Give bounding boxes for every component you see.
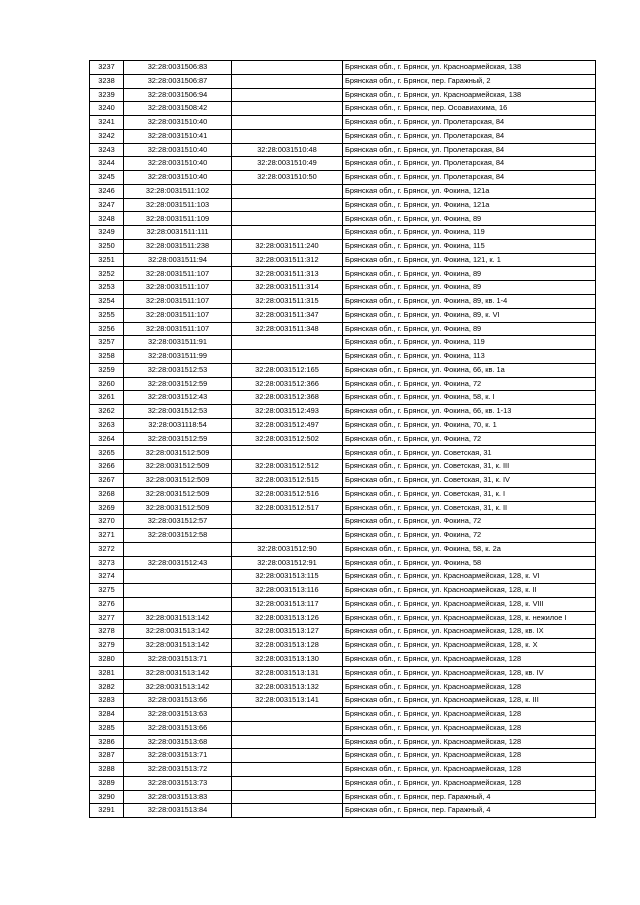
object-cadastral-number bbox=[232, 74, 343, 88]
table-row bbox=[90, 776, 596, 790]
address: Брянская обл., г. Брянск, ул. Красноармейская, 138 bbox=[343, 61, 596, 75]
parcel-cadastral-number: 32:28:0031511:103 bbox=[124, 198, 232, 212]
object-cadastral-number: 32:28:0031513:116 bbox=[232, 584, 343, 598]
row-number: 3242 bbox=[90, 129, 124, 143]
object-cadastral-number bbox=[232, 735, 343, 749]
address: Брянская обл., г. Брянск, ул. Фокина, 113 bbox=[343, 350, 596, 364]
address: Брянская обл., г. Брянск, ул. Красноармейская, 128, к. X bbox=[343, 639, 596, 653]
table-row bbox=[90, 61, 596, 75]
row-number: 3237 bbox=[90, 61, 124, 75]
address: Брянская обл., г. Брянск, ул. Фокина, 89 bbox=[343, 212, 596, 226]
parcel-cadastral-number bbox=[124, 570, 232, 584]
row-number: 3265 bbox=[90, 446, 124, 460]
address: Брянская обл., г. Брянск, ул. Фокина, 119 bbox=[343, 226, 596, 240]
address: Брянская обл., г. Брянск, ул. Красноармейская, 128 bbox=[343, 707, 596, 721]
row-number: 3269 bbox=[90, 501, 124, 515]
object-cadastral-number: 32:28:0031513:131 bbox=[232, 666, 343, 680]
row-number: 3253 bbox=[90, 281, 124, 295]
address: Брянская обл., г. Брянск, ул. Красноармейская, 128 bbox=[343, 721, 596, 735]
object-cadastral-number bbox=[232, 212, 343, 226]
row-number: 3247 bbox=[90, 198, 124, 212]
address: Брянская обл., г. Брянск, ул. Советская, 31, к. IV bbox=[343, 473, 596, 487]
address: Брянская обл., г. Брянск, пер. Гаражный, 4 bbox=[343, 790, 596, 804]
parcel-cadastral-number: 32:28:0031513:72 bbox=[124, 763, 232, 777]
address: Брянская обл., г. Брянск, ул. Красноармейская, 138 bbox=[343, 88, 596, 102]
parcel-cadastral-number: 32:28:0031512:59 bbox=[124, 432, 232, 446]
table-row bbox=[90, 336, 596, 350]
row-number: 3244 bbox=[90, 157, 124, 171]
table-row bbox=[90, 473, 596, 487]
row-number: 3287 bbox=[90, 749, 124, 763]
row-number: 3277 bbox=[90, 611, 124, 625]
address: Брянская обл., г. Брянск, ул. Советская, 31 bbox=[343, 446, 596, 460]
table-row bbox=[90, 804, 596, 818]
object-cadastral-number bbox=[232, 350, 343, 364]
address: Брянская обл., г. Брянск, ул. Красноармейская, 128, к. VI bbox=[343, 570, 596, 584]
parcel-cadastral-number: 32:28:0031512:509 bbox=[124, 446, 232, 460]
address: Брянская обл., г. Брянск, ул. Красноармейская, 128 bbox=[343, 749, 596, 763]
address: Брянская обл., г. Брянск, ул. Советская, 31, к. II bbox=[343, 501, 596, 515]
address: Брянская обл., г. Брянск, ул. Красноармейская, 128 bbox=[343, 680, 596, 694]
address: Брянская обл., г. Брянск, ул. Фокина, 66, кв. 1-13 bbox=[343, 405, 596, 419]
row-number: 3272 bbox=[90, 542, 124, 556]
row-number: 3275 bbox=[90, 584, 124, 598]
row-number: 3243 bbox=[90, 143, 124, 157]
table-row bbox=[90, 460, 596, 474]
address: Брянская обл., г. Брянск, ул. Красноармейская, 128, к. нежилое I bbox=[343, 611, 596, 625]
address: Брянская обл., г. Брянск, пер. Осоавиахима, 16 bbox=[343, 102, 596, 116]
row-number: 3286 bbox=[90, 735, 124, 749]
address: Брянская обл., г. Брянск, ул. Фокина, 72 bbox=[343, 432, 596, 446]
object-cadastral-number: 32:28:0031513:126 bbox=[232, 611, 343, 625]
table-row bbox=[90, 556, 596, 570]
address: Брянская обл., г. Брянск, ул. Фокина, 66, кв. 1а bbox=[343, 363, 596, 377]
address: Брянская обл., г. Брянск, ул. Фокина, 89, кв. 1-4 bbox=[343, 295, 596, 309]
address: Брянская обл., г. Брянск, ул. Фокина, 72 bbox=[343, 529, 596, 543]
address: Брянская обл., г. Брянск, ул. Фокина, 119 bbox=[343, 336, 596, 350]
address: Брянская обл., г. Брянск, ул. Фокина, 121а bbox=[343, 184, 596, 198]
address: Брянская обл., г. Брянск, ул. Красноармейская, 128 bbox=[343, 763, 596, 777]
parcel-cadastral-number: 32:28:0031512:53 bbox=[124, 363, 232, 377]
address: Брянская обл., г. Брянск, ул. Красноармейская, 128, кв. IV bbox=[343, 666, 596, 680]
table-body bbox=[90, 61, 596, 818]
address: Брянская обл., г. Брянск, ул. Фокина, 58, к. 2а bbox=[343, 542, 596, 556]
parcel-cadastral-number: 32:28:0031513:73 bbox=[124, 776, 232, 790]
row-number: 3290 bbox=[90, 790, 124, 804]
table-row bbox=[90, 350, 596, 364]
table-row bbox=[90, 102, 596, 116]
parcel-cadastral-number: 32:28:0031511:107 bbox=[124, 267, 232, 281]
address: Брянская обл., г. Брянск, ул. Красноармейская, 128, к. III bbox=[343, 694, 596, 708]
parcel-cadastral-number: 32:28:0031512:43 bbox=[124, 556, 232, 570]
address: Брянская обл., г. Брянск, ул. Пролетарская, 84 bbox=[343, 157, 596, 171]
address: Брянская обл., г. Брянск, ул. Красноармейская, 128 bbox=[343, 776, 596, 790]
row-number: 3268 bbox=[90, 487, 124, 501]
object-cadastral-number: 32:28:0031512:91 bbox=[232, 556, 343, 570]
object-cadastral-number: 32:28:0031511:348 bbox=[232, 322, 343, 336]
object-cadastral-number: 32:28:0031512:515 bbox=[232, 473, 343, 487]
parcel-cadastral-number: 32:28:0031511:107 bbox=[124, 308, 232, 322]
row-number: 3261 bbox=[90, 391, 124, 405]
address: Брянская обл., г. Брянск, ул. Пролетарская, 84 bbox=[343, 143, 596, 157]
object-cadastral-number bbox=[232, 336, 343, 350]
row-number: 3246 bbox=[90, 184, 124, 198]
object-cadastral-number: 32:28:0031511:312 bbox=[232, 253, 343, 267]
table-row bbox=[90, 529, 596, 543]
parcel-cadastral-number: 32:28:0031513:71 bbox=[124, 749, 232, 763]
parcel-cadastral-number: 32:28:0031512:509 bbox=[124, 473, 232, 487]
table-row bbox=[90, 790, 596, 804]
row-number: 3248 bbox=[90, 212, 124, 226]
table-row bbox=[90, 88, 596, 102]
row-number: 3252 bbox=[90, 267, 124, 281]
table-row bbox=[90, 129, 596, 143]
table-row bbox=[90, 749, 596, 763]
address: Брянская обл., г. Брянск, ул. Фокина, 89 bbox=[343, 281, 596, 295]
row-number: 3263 bbox=[90, 418, 124, 432]
table-row bbox=[90, 74, 596, 88]
parcel-cadastral-number: 32:28:0031511:99 bbox=[124, 350, 232, 364]
object-cadastral-number: 32:28:0031512:502 bbox=[232, 432, 343, 446]
object-cadastral-number: 32:28:0031512:516 bbox=[232, 487, 343, 501]
address: Брянская обл., г. Брянск, ул. Красноармейская, 128, к. II bbox=[343, 584, 596, 598]
address: Брянская обл., г. Брянск, ул. Фокина, 58, к. I bbox=[343, 391, 596, 405]
row-number: 3271 bbox=[90, 529, 124, 543]
parcel-cadastral-number: 32:28:0031513:142 bbox=[124, 680, 232, 694]
cadastral-register-table bbox=[89, 60, 596, 818]
parcel-cadastral-number: 32:28:0031513:142 bbox=[124, 639, 232, 653]
table-row bbox=[90, 763, 596, 777]
parcel-cadastral-number: 32:28:0031512:43 bbox=[124, 391, 232, 405]
object-cadastral-number: 32:28:0031513:130 bbox=[232, 652, 343, 666]
table-row bbox=[90, 721, 596, 735]
row-number: 3254 bbox=[90, 295, 124, 309]
row-number: 3239 bbox=[90, 88, 124, 102]
object-cadastral-number: 32:28:0031513:127 bbox=[232, 625, 343, 639]
address: Брянская обл., г. Брянск, ул. Фокина, 115 bbox=[343, 239, 596, 253]
table-row bbox=[90, 184, 596, 198]
object-cadastral-number: 32:28:0031511:240 bbox=[232, 239, 343, 253]
row-number: 3270 bbox=[90, 515, 124, 529]
table-row bbox=[90, 584, 596, 598]
parcel-cadastral-number: 32:28:0031118:54 bbox=[124, 418, 232, 432]
object-cadastral-number bbox=[232, 749, 343, 763]
parcel-cadastral-number: 32:28:0031513:142 bbox=[124, 625, 232, 639]
object-cadastral-number: 32:28:0031511:315 bbox=[232, 295, 343, 309]
address: Брянская обл., г. Брянск, пер. Гаражный, 2 bbox=[343, 74, 596, 88]
parcel-cadastral-number: 32:28:0031510:41 bbox=[124, 129, 232, 143]
object-cadastral-number bbox=[232, 116, 343, 130]
object-cadastral-number: 32:28:0031510:49 bbox=[232, 157, 343, 171]
object-cadastral-number bbox=[232, 446, 343, 460]
table-row bbox=[90, 432, 596, 446]
row-number: 3251 bbox=[90, 253, 124, 267]
object-cadastral-number: 32:28:0031513:117 bbox=[232, 597, 343, 611]
parcel-cadastral-number: 32:28:0031511:102 bbox=[124, 184, 232, 198]
object-cadastral-number: 32:28:0031513:141 bbox=[232, 694, 343, 708]
address: Брянская обл., г. Брянск, ул. Фокина, 70, к. 1 bbox=[343, 418, 596, 432]
table-row bbox=[90, 157, 596, 171]
address: Брянская обл., г. Брянск, ул. Красноармейская, 128, к. VIII bbox=[343, 597, 596, 611]
row-number: 3285 bbox=[90, 721, 124, 735]
row-number: 3281 bbox=[90, 666, 124, 680]
table-row bbox=[90, 239, 596, 253]
row-number: 3260 bbox=[90, 377, 124, 391]
parcel-cadastral-number: 32:28:0031513:142 bbox=[124, 611, 232, 625]
address: Брянская обл., г. Брянск, пер. Гаражный, 4 bbox=[343, 804, 596, 818]
address: Брянская обл., г. Брянск, ул. Советская, 31, к. III bbox=[343, 460, 596, 474]
object-cadastral-number: 32:28:0031513:115 bbox=[232, 570, 343, 584]
row-number: 3256 bbox=[90, 322, 124, 336]
object-cadastral-number: 32:28:0031510:50 bbox=[232, 171, 343, 185]
parcel-cadastral-number: 32:28:0031511:109 bbox=[124, 212, 232, 226]
object-cadastral-number bbox=[232, 529, 343, 543]
row-number: 3262 bbox=[90, 405, 124, 419]
parcel-cadastral-number: 32:28:0031511:111 bbox=[124, 226, 232, 240]
parcel-cadastral-number: 32:28:0031512:59 bbox=[124, 377, 232, 391]
parcel-cadastral-number: 32:28:0031506:94 bbox=[124, 88, 232, 102]
row-number: 3289 bbox=[90, 776, 124, 790]
object-cadastral-number: 32:28:0031513:128 bbox=[232, 639, 343, 653]
parcel-cadastral-number bbox=[124, 584, 232, 598]
parcel-cadastral-number: 32:28:0031513:83 bbox=[124, 790, 232, 804]
parcel-cadastral-number: 32:28:0031513:142 bbox=[124, 666, 232, 680]
table-row bbox=[90, 625, 596, 639]
parcel-cadastral-number: 32:28:0031513:68 bbox=[124, 735, 232, 749]
table-row bbox=[90, 570, 596, 584]
table-row bbox=[90, 446, 596, 460]
table-row bbox=[90, 267, 596, 281]
table-row bbox=[90, 652, 596, 666]
row-number: 3279 bbox=[90, 639, 124, 653]
object-cadastral-number bbox=[232, 721, 343, 735]
object-cadastral-number: 32:28:0031511:314 bbox=[232, 281, 343, 295]
table-row bbox=[90, 226, 596, 240]
table-row bbox=[90, 639, 596, 653]
address: Брянская обл., г. Брянск, ул. Пролетарская, 84 bbox=[343, 129, 596, 143]
parcel-cadastral-number: 32:28:0031512:509 bbox=[124, 487, 232, 501]
object-cadastral-number: 32:28:0031512:497 bbox=[232, 418, 343, 432]
object-cadastral-number bbox=[232, 102, 343, 116]
address: Брянская обл., г. Брянск, ул. Фокина, 89 bbox=[343, 322, 596, 336]
parcel-cadastral-number: 32:28:0031511:107 bbox=[124, 295, 232, 309]
row-number: 3257 bbox=[90, 336, 124, 350]
row-number: 3245 bbox=[90, 171, 124, 185]
parcel-cadastral-number: 32:28:0031511:91 bbox=[124, 336, 232, 350]
object-cadastral-number: 32:28:0031512:512 bbox=[232, 460, 343, 474]
object-cadastral-number: 32:28:0031512:493 bbox=[232, 405, 343, 419]
object-cadastral-number bbox=[232, 61, 343, 75]
parcel-cadastral-number: 32:28:0031510:40 bbox=[124, 171, 232, 185]
address: Брянская обл., г. Брянск, ул. Фокина, 72 bbox=[343, 515, 596, 529]
address: Брянская обл., г. Брянск, ул. Фокина, 72 bbox=[343, 377, 596, 391]
object-cadastral-number bbox=[232, 790, 343, 804]
row-number: 3288 bbox=[90, 763, 124, 777]
table-row bbox=[90, 377, 596, 391]
object-cadastral-number bbox=[232, 515, 343, 529]
object-cadastral-number bbox=[232, 129, 343, 143]
address: Брянская обл., г. Брянск, ул. Фокина, 58 bbox=[343, 556, 596, 570]
row-number: 3284 bbox=[90, 707, 124, 721]
table-row bbox=[90, 171, 596, 185]
parcel-cadastral-number: 32:28:0031510:40 bbox=[124, 143, 232, 157]
table-row bbox=[90, 363, 596, 377]
table-row bbox=[90, 666, 596, 680]
parcel-cadastral-number: 32:28:0031512:58 bbox=[124, 529, 232, 543]
object-cadastral-number: 32:28:0031512:368 bbox=[232, 391, 343, 405]
row-number: 3249 bbox=[90, 226, 124, 240]
row-number: 3240 bbox=[90, 102, 124, 116]
row-number: 3266 bbox=[90, 460, 124, 474]
parcel-cadastral-number: 32:28:0031513:66 bbox=[124, 721, 232, 735]
parcel-cadastral-number: 32:28:0031512:509 bbox=[124, 460, 232, 474]
parcel-cadastral-number: 32:28:0031508:42 bbox=[124, 102, 232, 116]
table-row bbox=[90, 707, 596, 721]
table-row bbox=[90, 515, 596, 529]
table-row bbox=[90, 735, 596, 749]
table-row bbox=[90, 116, 596, 130]
address: Брянская обл., г. Брянск, ул. Фокина, 89, к. VI bbox=[343, 308, 596, 322]
table-row bbox=[90, 322, 596, 336]
parcel-cadastral-number: 32:28:0031513:71 bbox=[124, 652, 232, 666]
table-row bbox=[90, 418, 596, 432]
table-row bbox=[90, 281, 596, 295]
table-row bbox=[90, 143, 596, 157]
parcel-cadastral-number: 32:28:0031512:509 bbox=[124, 501, 232, 515]
parcel-cadastral-number: 32:28:0031513:84 bbox=[124, 804, 232, 818]
table-row bbox=[90, 542, 596, 556]
row-number: 3267 bbox=[90, 473, 124, 487]
object-cadastral-number bbox=[232, 88, 343, 102]
row-number: 3255 bbox=[90, 308, 124, 322]
parcel-cadastral-number bbox=[124, 597, 232, 611]
object-cadastral-number: 32:28:0031510:48 bbox=[232, 143, 343, 157]
address: Брянская обл., г. Брянск, ул. Фокина, 121а bbox=[343, 198, 596, 212]
object-cadastral-number: 32:28:0031512:517 bbox=[232, 501, 343, 515]
row-number: 3278 bbox=[90, 625, 124, 639]
row-number: 3241 bbox=[90, 116, 124, 130]
address: Брянская обл., г. Брянск, ул. Пролетарская, 84 bbox=[343, 116, 596, 130]
row-number: 3283 bbox=[90, 694, 124, 708]
object-cadastral-number bbox=[232, 226, 343, 240]
row-number: 3282 bbox=[90, 680, 124, 694]
table-row bbox=[90, 253, 596, 267]
row-number: 3291 bbox=[90, 804, 124, 818]
table-row bbox=[90, 212, 596, 226]
object-cadastral-number bbox=[232, 707, 343, 721]
table-row bbox=[90, 597, 596, 611]
address: Брянская обл., г. Брянск, ул. Красноармейская, 128 bbox=[343, 735, 596, 749]
object-cadastral-number bbox=[232, 198, 343, 212]
row-number: 3264 bbox=[90, 432, 124, 446]
parcel-cadastral-number: 32:28:0031511:107 bbox=[124, 281, 232, 295]
table-row bbox=[90, 611, 596, 625]
table-row bbox=[90, 694, 596, 708]
parcel-cadastral-number: 32:28:0031506:87 bbox=[124, 74, 232, 88]
table-row bbox=[90, 405, 596, 419]
parcel-cadastral-number bbox=[124, 542, 232, 556]
parcel-cadastral-number: 32:28:0031512:57 bbox=[124, 515, 232, 529]
object-cadastral-number: 32:28:0031513:132 bbox=[232, 680, 343, 694]
row-number: 3276 bbox=[90, 597, 124, 611]
object-cadastral-number: 32:28:0031511:313 bbox=[232, 267, 343, 281]
row-number: 3258 bbox=[90, 350, 124, 364]
table-row bbox=[90, 501, 596, 515]
object-cadastral-number: 32:28:0031511:347 bbox=[232, 308, 343, 322]
address: Брянская обл., г. Брянск, ул. Фокина, 89 bbox=[343, 267, 596, 281]
row-number: 3280 bbox=[90, 652, 124, 666]
row-number: 3259 bbox=[90, 363, 124, 377]
address: Брянская обл., г. Брянск, ул. Красноармейская, 128 bbox=[343, 652, 596, 666]
address: Брянская обл., г. Брянск, ул. Советская, 31, к. I bbox=[343, 487, 596, 501]
object-cadastral-number bbox=[232, 763, 343, 777]
parcel-cadastral-number: 32:28:0031511:94 bbox=[124, 253, 232, 267]
object-cadastral-number: 32:28:0031512:90 bbox=[232, 542, 343, 556]
row-number: 3250 bbox=[90, 239, 124, 253]
object-cadastral-number bbox=[232, 776, 343, 790]
table-row bbox=[90, 308, 596, 322]
parcel-cadastral-number: 32:28:0031510:40 bbox=[124, 157, 232, 171]
parcel-cadastral-number: 32:28:0031512:53 bbox=[124, 405, 232, 419]
table-row bbox=[90, 680, 596, 694]
object-cadastral-number bbox=[232, 804, 343, 818]
row-number: 3274 bbox=[90, 570, 124, 584]
object-cadastral-number bbox=[232, 184, 343, 198]
table-row bbox=[90, 391, 596, 405]
table-row bbox=[90, 198, 596, 212]
parcel-cadastral-number: 32:28:0031511:238 bbox=[124, 239, 232, 253]
address: Брянская обл., г. Брянск, ул. Красноармейская, 128, кв. IX bbox=[343, 625, 596, 639]
table-row bbox=[90, 295, 596, 309]
object-cadastral-number: 32:28:0031512:165 bbox=[232, 363, 343, 377]
parcel-cadastral-number: 32:28:0031506:83 bbox=[124, 61, 232, 75]
parcel-cadastral-number: 32:28:0031511:107 bbox=[124, 322, 232, 336]
table-row bbox=[90, 487, 596, 501]
parcel-cadastral-number: 32:28:0031510:40 bbox=[124, 116, 232, 130]
row-number: 3273 bbox=[90, 556, 124, 570]
address: Брянская обл., г. Брянск, ул. Фокина, 121, к. 1 bbox=[343, 253, 596, 267]
parcel-cadastral-number: 32:28:0031513:63 bbox=[124, 707, 232, 721]
object-cadastral-number: 32:28:0031512:366 bbox=[232, 377, 343, 391]
parcel-cadastral-number: 32:28:0031513:66 bbox=[124, 694, 232, 708]
address: Брянская обл., г. Брянск, ул. Пролетарская, 84 bbox=[343, 171, 596, 185]
row-number: 3238 bbox=[90, 74, 124, 88]
